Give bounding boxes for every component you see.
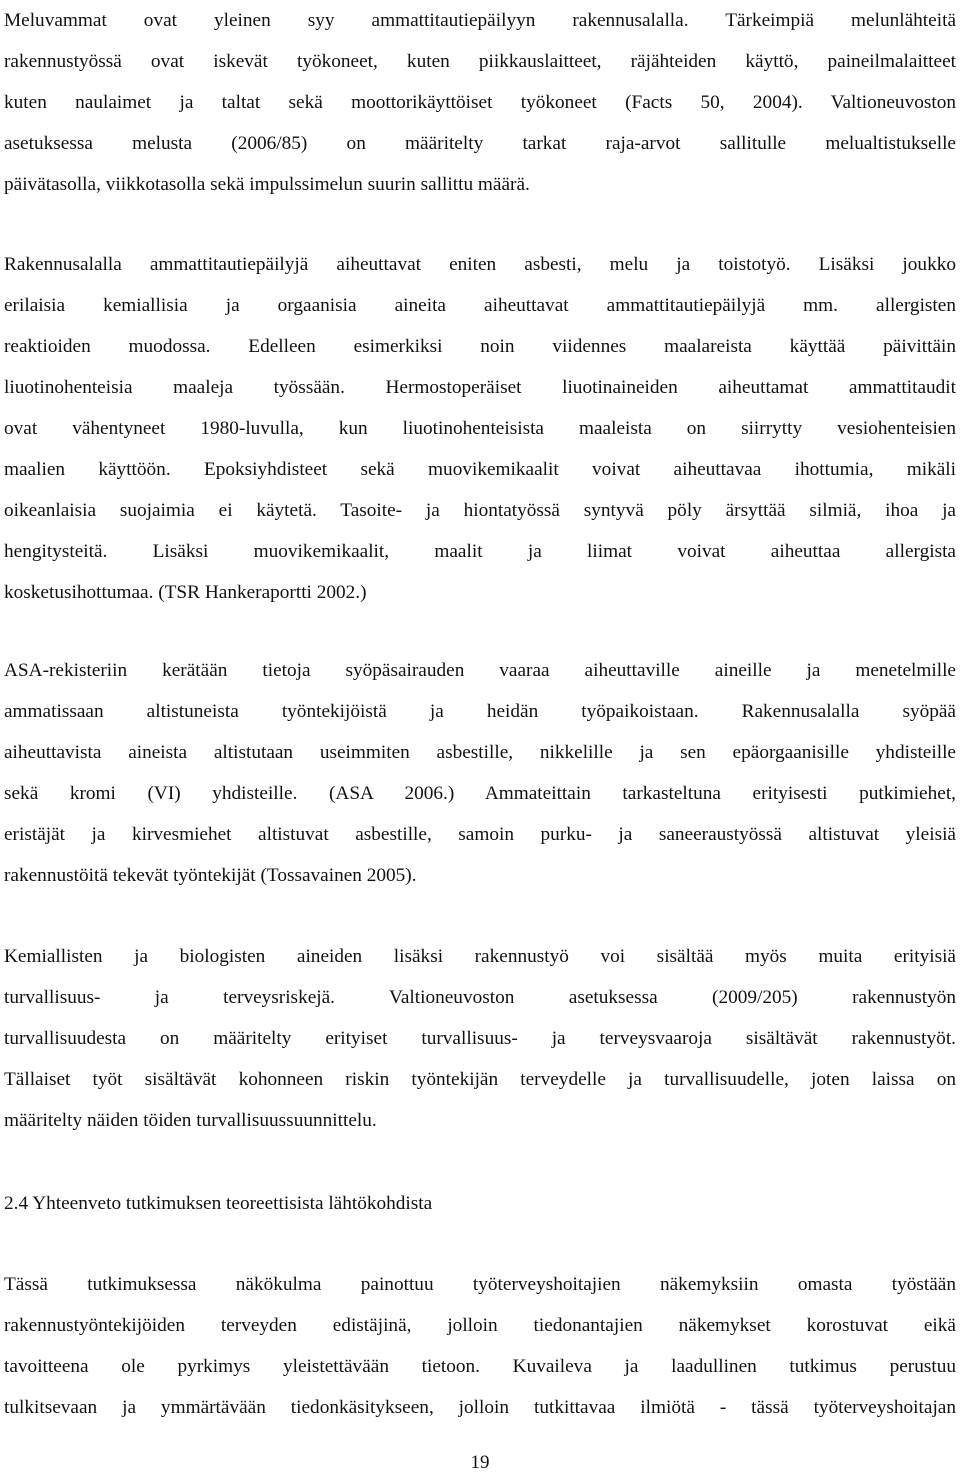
text-line: tavoitteena ole pyrkimys yleistettävään tietoon. Kuvaileva ja laadullinen tutkimus perustuu — [4, 1356, 956, 1377]
page-number: 19 — [470, 1452, 490, 1473]
text-line: erilaisia kemiallisia ja orgaanisia aineita aiheuttavat ammattitautiepäilyjä mm. allergisten — [4, 295, 956, 316]
text-line: eristäjät ja kirvesmiehet altistuvat asbestille, samoin purku- ja saneeraustyössä altistuvat yleisiä — [4, 824, 956, 845]
text-line: asetuksessa melusta (2006/85) on määritelty tarkat raja-arvot sallitulle melualtistukselle — [4, 133, 956, 154]
section-heading: 2.4 Yhteenveto tutkimuksen teoreettisista lähtökohdista — [4, 1193, 433, 1214]
text-line: rakennustyössä ovat iskevät työkoneet, kuten piikkauslaitteet, räjähteiden käyttö, paineilmalaitteet — [4, 51, 956, 72]
paragraph-noise — [4, 0, 956, 205]
text-line: kosketusihottumaa. (TSR Hankeraportti 2002.) — [4, 582, 367, 603]
text-line: määritelty näiden töiden turvallisuussuunnittelu. — [4, 1110, 377, 1131]
text-line: päivätasolla, viikkotasolla sekä impulssimelun suurin sallittu määrä. — [4, 174, 530, 195]
text-line: rakennustyöntekijöiden terveyden edistäjinä, jolloin tiedonantajien näkemykset korostuvat eikä — [4, 1315, 956, 1336]
paragraph-summary — [4, 1264, 956, 1428]
text-line: rakennustöitä tekevät työntekijät (Tossavainen 2005). — [4, 865, 417, 886]
text-line: oikeanlaisia suojaimia ei käytetä. Tasoite- ja hiontatyössä syntyvä pöly ärsyttää silmiä, ihoa ja — [4, 500, 956, 521]
text-line: ASA-rekisteriin kerätään tietoja syöpäsairauden vaaraa aiheuttaville aineille ja menetelmille — [4, 660, 956, 681]
text-line: reaktioiden muodossa. Edelleen esimerkiksi noin viidennes maalareista käyttää päivittäin — [4, 336, 956, 357]
text-line: liuotinohenteisia maaleja työssään. Hermostoperäiset liuotinaineiden aiheuttamat ammattitaudit — [4, 377, 956, 398]
text-line: sekä kromi (VI) yhdisteille. (ASA 2006.) Ammateittain tarkasteltuna erityisesti putkimiehet, — [4, 783, 956, 804]
text-line: Meluvammat ovat yleinen syy ammattitautiepäilyyn rakennusalalla. Tärkeimpiä melunlähteitä — [4, 10, 956, 31]
text-line: Tällaiset työt sisältävät kohonneen riskin työntekijän terveydelle ja turvallisuudelle, joten laissa on — [4, 1069, 956, 1090]
text-line: Tässä tutkimuksessa näkökulma painottuu työterveyshoitajien näkemyksiin omasta työstään — [4, 1274, 956, 1295]
text-line: hengitysteitä. Lisäksi muovikemikaalit, maalit ja liimat voivat aiheuttaa allergista — [4, 541, 956, 562]
text-line: ammatissaan altistuneista työntekijöistä ja heidän työpaikoistaan. Rakennusalalla syöpää — [4, 701, 956, 722]
text-line: ovat vähentyneet 1980-luvulla, kun liuotinohenteisista maaleista on siirrytty vesiohenteisien — [4, 418, 956, 439]
text-line: Kemiallisten ja biologisten aineiden lisäksi rakennustyö voi sisältää myös muita erityisiä — [4, 946, 956, 967]
text-line: aiheuttavista aineista altistutaan useimmiten asbestille, nikkelille ja sen epäorgaanisille yhdisteille — [4, 742, 956, 763]
text-line: Rakennusalalla ammattitautiepäilyjä aiheuttavat eniten asbesti, melu ja toistotyö. Lisäksi joukko — [4, 254, 956, 275]
paragraph-asa-register — [4, 650, 956, 896]
paragraph-occupational-diseases — [4, 244, 956, 613]
paragraph-safety-risks — [4, 936, 956, 1141]
text-line: turvallisuus- ja terveysriskejä. Valtioneuvoston asetuksessa (2009/205) rakennustyön — [4, 987, 956, 1008]
text-line: tulkitsevaan ja ymmärtävään tiedonkäsitykseen, jolloin tutkittavaa ilmiötä - tässä työterveyshoitajan — [4, 1397, 956, 1418]
text-line: maalien käyttöön. Epoksiyhdisteet sekä muovikemikaalit voivat aiheuttavaa ihottumia, mikäli — [4, 459, 956, 480]
text-line: turvallisuudesta on määritelty erityiset turvallisuus- ja terveysvaaroja sisältävät rakennustyöt. — [4, 1028, 956, 1049]
text-line: kuten naulaimet ja taltat sekä moottorikäyttöiset työkoneet (Facts 50, 2004). Valtioneuvoston — [4, 92, 956, 113]
